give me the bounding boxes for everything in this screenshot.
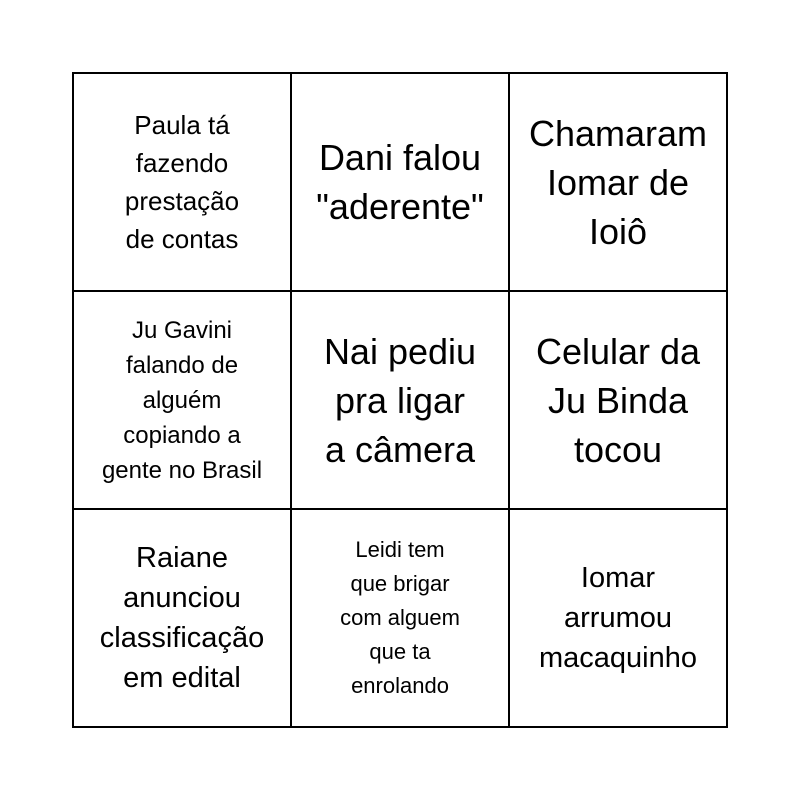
bingo-cell-9[interactable] [510, 510, 728, 728]
bingo-cell-text: Paula tá fazendo prestação de contas [124, 110, 240, 254]
bingo-cell-2[interactable] [292, 74, 510, 292]
bingo-cell-1[interactable] [74, 74, 292, 292]
bingo-cell-3[interactable] [510, 74, 728, 292]
bingo-cell-6[interactable] [510, 292, 728, 510]
bingo-cell-8[interactable] [292, 510, 510, 728]
bingo-cell-4[interactable] [74, 292, 292, 510]
bingo-cell-text: Leidi tem que brigar com alguem que ta enrolando [340, 537, 460, 698]
bingo-cell-text: Raiane anunciou classificação em edital [99, 542, 265, 694]
bingo-cell-text: Chamaram Iomar de Ioiô [528, 112, 708, 252]
bingo-cell-7[interactable] [74, 510, 292, 728]
bingo-cell-text: Nai pediu pra ligar a câmera [323, 330, 477, 470]
bingo-cell-text: Dani falou "aderente" [316, 137, 484, 227]
bingo-cell-text: Iomar arrumou macaquinho [539, 562, 697, 674]
bingo-board [72, 72, 728, 728]
bingo-cell-text: Celular da Ju Binda tocou [535, 330, 701, 470]
bingo-cell-5[interactable] [292, 292, 510, 510]
bingo-cell-text: Ju Gavini falando de alguém copiando a gente no Brasil [101, 316, 263, 484]
